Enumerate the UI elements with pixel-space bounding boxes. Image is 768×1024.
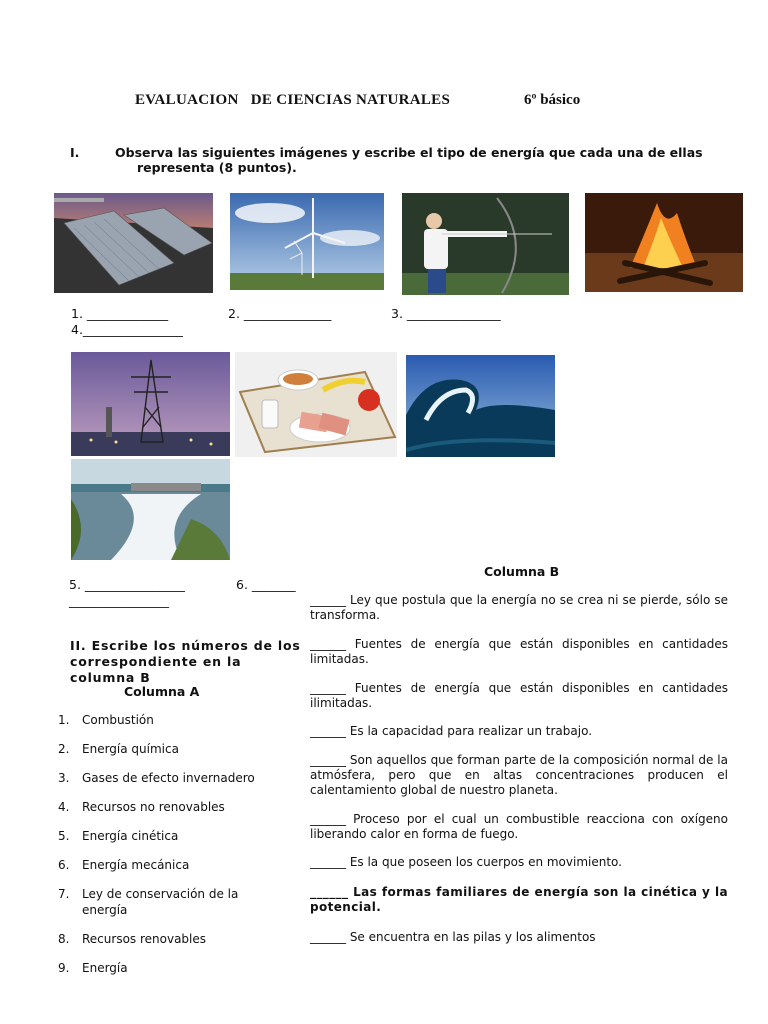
column-b-item[interactable]: ______ Es la que poseen los cuerpos en movimiento. <box>310 855 622 869</box>
breakfast-tray-image <box>235 352 397 457</box>
section1-instruction-line1: Observa las siguientes imágenes y escribe el tipo de energía que cada una de ellas <box>115 145 703 160</box>
column-a-item: 9. Energía <box>58 961 128 975</box>
column-a-item: 2. Energía química <box>58 742 179 756</box>
hydroelectric-dam-image <box>71 459 230 560</box>
column-b-item[interactable]: ______ Se encuentra en las pilas y los alimentos <box>310 930 596 944</box>
section1-number: I. <box>70 145 80 160</box>
column-a-item: 7. Ley de conservación de la energía <box>58 887 239 917</box>
answer-blank-3[interactable]: 3. _______________ <box>391 306 501 321</box>
column-a-item: 8. Recursos renovables <box>58 932 207 946</box>
campfire-image <box>585 193 743 292</box>
archer-image <box>402 193 569 295</box>
column-b-item[interactable]: ______ Las formas familiares de energía son la cinética y la potencial. <box>310 885 728 914</box>
column-b-item[interactable]: ______ Fuentes de energía que están disponibles en cantidades ilimitadas. <box>310 681 728 710</box>
column-b-item[interactable]: ______ Son aquellos que forman parte de la composición normal de la atmósfera, pero que en altas concentraciones producen el calentamiento global de nuestro planeta. <box>310 753 728 797</box>
column-b-item[interactable]: ______ Proceso por el cual un combustible reacciona con oxígeno liberando calor en forma de fuego. <box>310 812 728 841</box>
column-a-item: 1. Combustión <box>58 713 154 727</box>
section1-instruction <box>115 145 715 175</box>
column-b-item[interactable]: ______ Ley que postula que la energía no se crea ni se pierde, sólo se transforma. <box>310 593 728 622</box>
wind-turbines-image <box>230 193 384 290</box>
page-title: EVALUACION DE CIENCIAS NATURALES <box>135 92 451 108</box>
column-b-title: Columna B <box>484 564 560 579</box>
section1-instruction-line2: representa (8 puntos). <box>137 160 297 175</box>
answer-blank-5[interactable]: 5. ________________ <box>69 577 185 592</box>
solar-panels-image <box>54 193 213 293</box>
column-b-item[interactable]: ______ Es la capacidad para realizar un trabajo. <box>310 724 593 738</box>
column-b-item[interactable]: ______ Fuentes de energía que están disponibles en cantidades limitadas. <box>310 637 728 666</box>
answer-blank-6-continued[interactable]: ________________ <box>69 593 169 608</box>
power-tower-image <box>71 352 230 456</box>
answer-blank-1[interactable]: 1. _____________ <box>71 306 169 321</box>
column-a-list <box>58 712 308 989</box>
column-a-item: 5. Energía cinética <box>58 829 179 843</box>
answer-blank-4[interactable]: 4.________________ <box>71 322 183 337</box>
section2-instruction: II. Escribe los números de los correspondiente en la columna B <box>70 638 301 685</box>
grade-label: 6º básico <box>524 92 581 108</box>
column-a-item: 4. Recursos no renovables <box>58 800 225 814</box>
column-a-item: 6. Energía mecánica <box>58 858 190 872</box>
answer-blank-2[interactable]: 2. ______________ <box>228 306 332 321</box>
column-a-title: Columna A <box>124 684 200 699</box>
ocean-wave-image <box>406 355 555 457</box>
column-a-item: 3. Gases de efecto invernadero <box>58 771 255 785</box>
answer-blank-6[interactable]: 6. _______ <box>236 577 296 592</box>
